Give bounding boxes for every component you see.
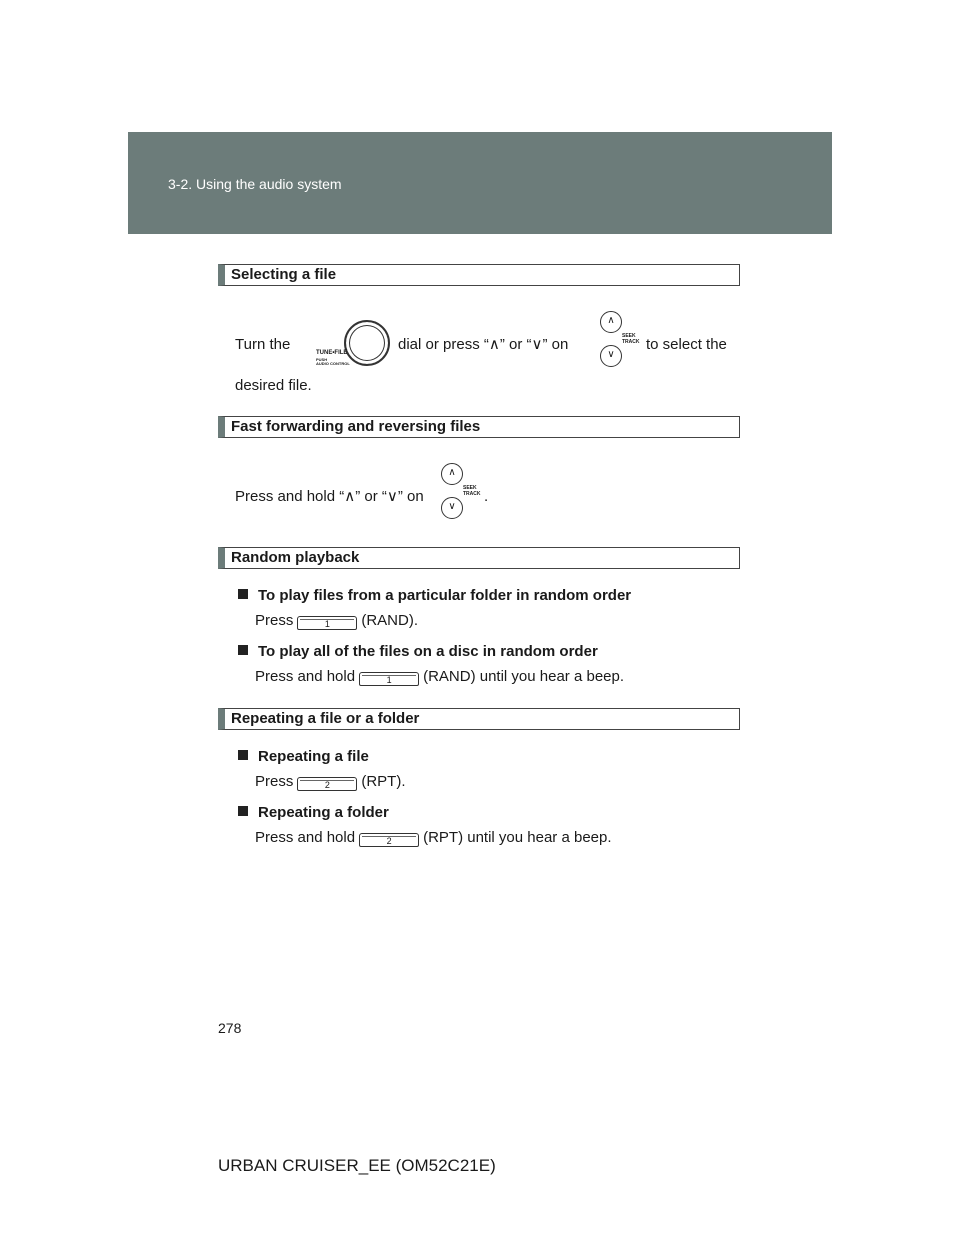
- seek-up-icon: ∧: [441, 463, 463, 485]
- seek-down-icon: ∨: [441, 497, 463, 519]
- footer-model: URBAN CRUISER_EE (OM52C21E): [218, 1156, 496, 1175]
- section-header-fast: Fast forwarding and reversing files: [218, 416, 740, 438]
- bullet-square-icon: [238, 750, 248, 760]
- select-dial-text: dial or press “∧” or “∨” on: [398, 336, 569, 353]
- dial-ring-icon: [344, 320, 390, 366]
- random-instr-1: Press 1 (RAND).: [255, 612, 419, 629]
- seek-track-icon: [600, 311, 644, 369]
- random-bullet-2: To play all of the files on a disc in random order: [238, 642, 598, 662]
- bullet-square-icon: [238, 806, 248, 816]
- repeat-bullet-2: Repeating a folder: [238, 803, 389, 823]
- seek-label: SEEK TRACK: [463, 485, 481, 497]
- fast-period: .: [484, 488, 489, 505]
- repeat-instr-2: Press and hold 2 (RPT) until you hear a beep.: [255, 829, 612, 846]
- select-to-select-text: to select the: [646, 336, 727, 353]
- random-bullet-1: To play files from a particular folder in random order: [238, 586, 631, 606]
- select-turn-text: Turn the: [235, 336, 291, 353]
- key-1-icon: 1: [359, 672, 419, 686]
- seek-track-icon-2: [441, 463, 485, 521]
- page-number: 278: [218, 1020, 242, 1036]
- dial-sublabel: PUSH AUDIO CONTROL: [316, 357, 350, 366]
- section-header-repeat: Repeating a file or a folder: [218, 708, 740, 730]
- tune-file-dial-icon: [316, 320, 396, 372]
- key-2-icon: 2: [359, 833, 419, 847]
- repeat-instr-1: Press 2 (RPT).: [255, 773, 406, 790]
- section-label: 3-2. Using the audio system: [168, 176, 342, 192]
- key-1-icon: 1: [297, 616, 357, 630]
- select-desired-text: desired file.: [235, 377, 312, 394]
- bullet-square-icon: [238, 589, 248, 599]
- dial-label: TUNE•FILE: [316, 350, 348, 356]
- key-2-icon: 2: [297, 777, 357, 791]
- random-instr-2: Press and hold 1 (RAND) until you hear a beep.: [255, 668, 625, 685]
- seek-down-icon: ∨: [600, 345, 622, 367]
- seek-label: SEEK TRACK: [622, 333, 640, 345]
- repeat-bullet-1: Repeating a file: [238, 747, 369, 767]
- fast-text: Press and hold “∧” or “∨” on: [235, 488, 424, 505]
- section-header-random: Random playback: [218, 547, 740, 569]
- bullet-square-icon: [238, 645, 248, 655]
- seek-up-icon: ∧: [600, 311, 622, 333]
- section-header-selecting: Selecting a file: [218, 264, 740, 286]
